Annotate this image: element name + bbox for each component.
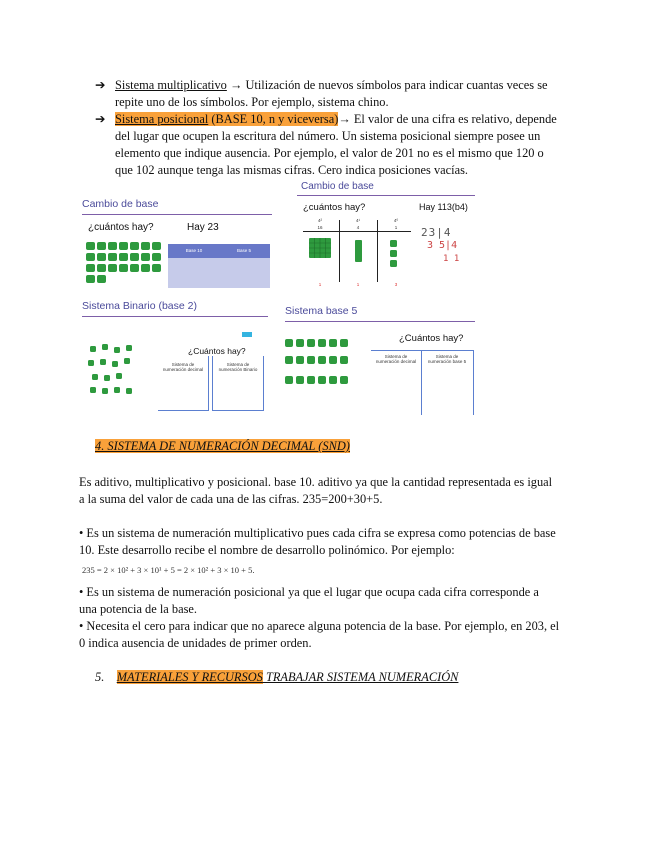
p3-line-1: • Es un sistema de numeración posicional ya que el lugar que ocupa cada cifra corresponde a xyxy=(79,585,539,599)
value-1: 1 xyxy=(394,225,398,230)
title-divider xyxy=(285,321,475,322)
panel-sistema-base-5 xyxy=(285,303,475,417)
power-4-1: 4¹ xyxy=(355,218,360,223)
corner-tab xyxy=(242,332,252,337)
count-4s: 1 xyxy=(356,282,360,287)
bullet-1-line-1 xyxy=(115,77,548,94)
scribble-division-2: 3 5|4 xyxy=(427,240,458,251)
p2-line-1: • Es un sistema de numeración multiplicativo pues cada cifra se expresa como potencias de base xyxy=(79,526,556,540)
table-col-line-2 xyxy=(377,220,378,282)
term-posicional: Sistema posicional xyxy=(115,112,209,126)
table-header xyxy=(168,244,270,258)
question: ¿Cuántos hay? xyxy=(399,333,464,344)
count-16s: 1 xyxy=(318,282,322,287)
count-label: Hay 113(b4) xyxy=(419,202,468,212)
bullet-2-line-4: que 102 aunque tenga las mismas cifras. Cero indica posiciones vacías. xyxy=(115,163,469,177)
label-base5: Sistema de numeración base 5 xyxy=(427,354,467,364)
p1-line-1: Es aditivo, multiplicativo y posicional. base 10. aditivo ya que la cantidad representada es igual xyxy=(79,475,553,489)
panel-title: Cambio de base xyxy=(82,198,159,210)
col-base10: Base 10 xyxy=(185,248,203,253)
panel-sistema-binario xyxy=(82,298,272,416)
p1-line-2: a la suma del valor de cada una de las cifras. 235=200+30+5. xyxy=(79,492,383,506)
panel-title: Sistema Binario (base 2) xyxy=(82,300,197,312)
count-label: Hay 23 xyxy=(187,222,219,233)
bullet-2-line-3: elemento que indique ausencia. Por ejemplo, el valor de 201 no es el mismo que 120 o xyxy=(115,146,544,160)
bullet-1-text: → Utilización de nuevos símbolos para indicar cuantas veces se xyxy=(226,78,548,92)
green-cubes-23 xyxy=(86,242,166,288)
binario-box xyxy=(212,356,264,411)
p4-line-2: 0 indica ausencia de unidades de primer orden. xyxy=(79,636,312,650)
section-4-heading-text: 4. SISTEMA DE NUMERACIÓN DECIMAL (SND) xyxy=(95,439,350,453)
p2-line-2: 10. Este desarrollo recibe el nombre de desarrollo polinómico. Por ejemplo: xyxy=(79,543,455,557)
green-cubes-base5 xyxy=(285,339,355,391)
panel-cambio-base-1 xyxy=(82,196,272,296)
table-rule xyxy=(303,231,411,232)
bullet-1-line-2: repite uno de los símbolos. Por ejemplo, sistema chino. xyxy=(115,95,389,109)
table-body xyxy=(168,258,270,288)
panel-title: Sistema base 5 xyxy=(285,305,358,317)
bullet-arrow-1: ➔ xyxy=(95,78,106,92)
green-block-16 xyxy=(309,238,333,260)
p3-line-2: una potencia de la base. xyxy=(79,602,198,616)
question: ¿cuántos hay? xyxy=(303,202,366,213)
question: ¿Cuántos hay? xyxy=(188,346,246,356)
term-posicional-highlight xyxy=(115,112,338,126)
section-5-heading-highlight: MATERIALES Y RECURSOS xyxy=(116,670,263,684)
panel-title: Cambio de base xyxy=(301,181,374,192)
label-binario: Sistema de numeración Binario xyxy=(218,362,258,372)
value-4: 4 xyxy=(356,225,360,230)
title-divider xyxy=(82,214,272,215)
title-divider xyxy=(82,316,268,317)
question: ¿cuántos hay? xyxy=(88,222,154,233)
bullet-2-line-2: del lugar que ocupen la escritura del número. Un sistema posicional siempre posee un xyxy=(115,129,541,143)
green-cubes-binario xyxy=(88,344,138,396)
power-4-0: 4⁰ xyxy=(393,218,399,223)
scribble-division-3: 1 1 xyxy=(443,254,460,264)
term-posicional-rest: (BASE 10, n y viceversa) xyxy=(208,112,339,126)
p4-line-1: • Necesita el cero para indicar que no aparece alguna potencia de la base. Por ejemplo, en 203, el xyxy=(79,619,560,633)
label-decimal: Sistema de numeración decimal xyxy=(162,362,204,372)
section-5-heading-rest: TRABAJAR SISTEMA NUMERACIÓN xyxy=(262,670,459,684)
term-multiplicativo: Sistema multiplicativo xyxy=(115,78,227,92)
scribble-division-1: 23|4 xyxy=(421,226,452,239)
power-4-2: 4² xyxy=(317,218,322,223)
bullet-arrow-2: ➔ xyxy=(95,112,106,126)
decimal-box xyxy=(158,356,209,411)
green-cubes-3 xyxy=(390,240,400,268)
base5-box xyxy=(422,350,474,415)
count-1s: 3 xyxy=(394,282,398,287)
title-divider xyxy=(297,195,475,196)
col-base5: Base 5 xyxy=(236,248,251,253)
table-col-line-1 xyxy=(339,220,340,282)
green-bar-4 xyxy=(355,240,363,264)
bullet-2-text: → El valor de una cifra es relativo, depende xyxy=(338,112,557,126)
section-4-heading xyxy=(95,438,350,455)
polynomial-formula: 235 = 2 × 10² + 3 × 10¹ + 5 = 2 × 10² + 3 × 10 + 5. xyxy=(82,565,255,575)
panel-cambio-base-2 xyxy=(297,180,475,292)
section-5-number: 5. xyxy=(95,670,105,684)
label-decimal: Sistema de numeración decimal xyxy=(375,354,417,364)
decimal-box xyxy=(371,350,422,415)
value-16: 16 xyxy=(317,225,323,230)
bullet-2-line-1 xyxy=(115,111,557,128)
section-5-heading xyxy=(95,669,458,686)
